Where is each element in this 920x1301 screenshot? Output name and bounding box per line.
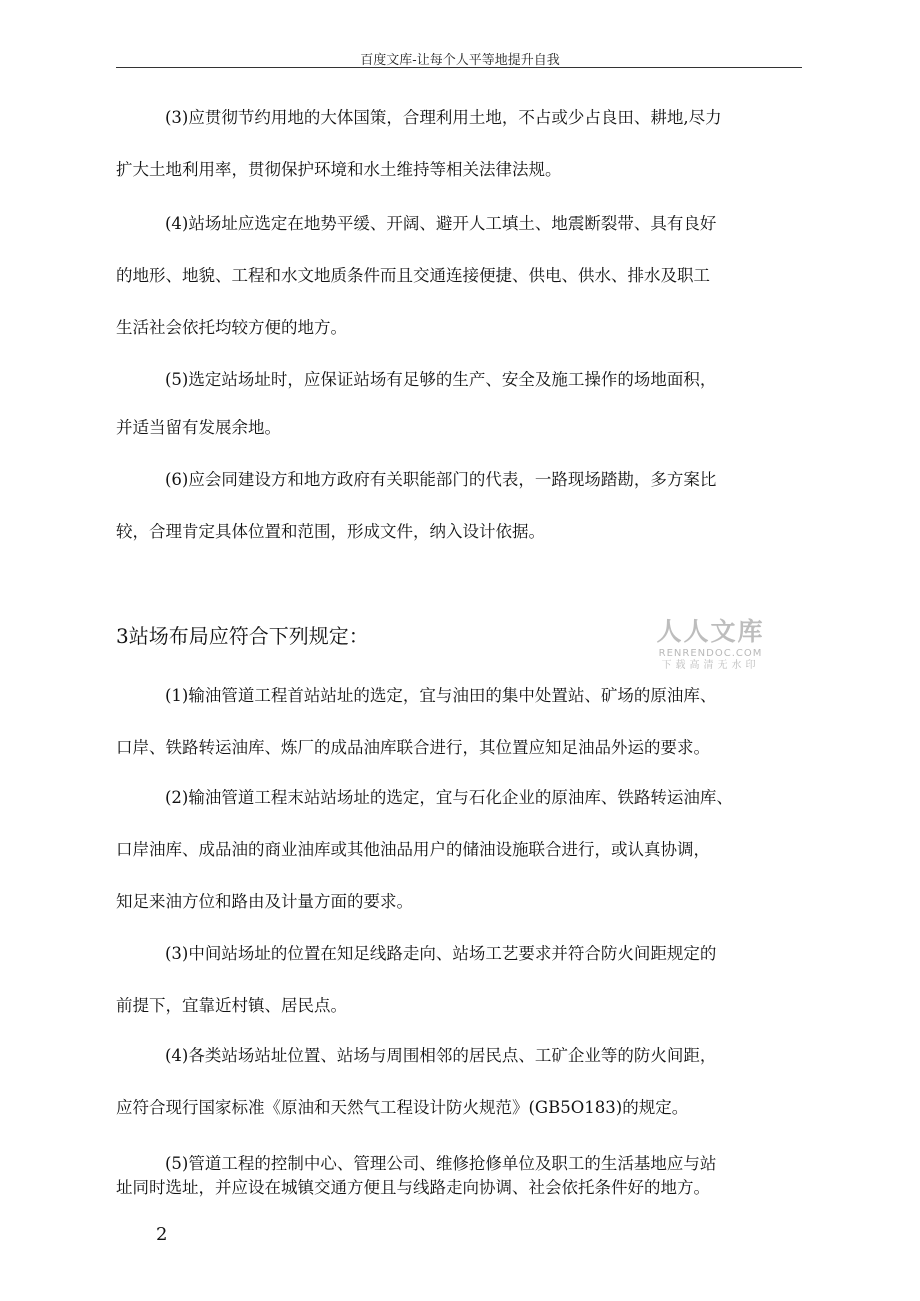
paragraph-line: (5)选定站场址时，应保证站场有足够的生产、安全及施工操作的场地面积，	[165, 370, 717, 389]
paragraph-line: (4)各类站场站址位置、站场与周围相邻的居民点、工矿企业等的防火间距，	[165, 1046, 717, 1065]
page-header: 百度文库-让每个人平等地提升自我	[360, 53, 560, 68]
paragraph-line: (4)站场址应选定在地势平缓、开阔、避开人工填土、地震断裂带、具有良好	[165, 214, 717, 233]
paragraph-line: (5)管道工程的控制中心、管理公司、维修抢修单位及职工的生活基地应与站	[165, 1154, 717, 1173]
page-number: 2	[156, 1224, 168, 1245]
section-heading: 3站场布局应符合下列规定：	[116, 624, 369, 648]
watermark	[648, 616, 773, 672]
paragraph-line: (3)中间站场址的位置在知足线路走向、站场工艺要求并符合防火间距规定的	[165, 944, 717, 963]
watermark-url: RENRENDOC.COM	[658, 648, 763, 659]
paragraph-line: 的地形、地貌、工程和水文地质条件而且交通连接便捷、供电、供水、排水及职工	[116, 266, 710, 285]
paragraph-line: (2)输油管道工程末站站场址的选定，宜与石化企业的原油库、铁路转运油库、	[165, 788, 733, 807]
paragraph-line: 应符合现行国家标准《原油和天然气工程设计防火规范》(GB5O183)的规定。	[116, 1098, 689, 1117]
paragraph-line: 生活社会依托均较方便的地方。	[116, 318, 347, 337]
paragraph-line: 口岸、铁路转运油库、炼厂的成品油库联合进行，其位置应知足油品外运的要求。	[116, 738, 710, 757]
paragraph-line: (6)应会同建设方和地方政府有关职能部门的代表，一路现场踏勘，多方案比	[165, 470, 717, 489]
paragraph-line: (1)输油管道工程首站站址的选定，宜与油田的集中处置站、矿场的原油库、	[165, 686, 717, 705]
watermark-title: 人人文库	[656, 617, 765, 646]
paragraph-line: (3)应贯彻节约用地的大体国策，合理利用土地，不占或少占良田、耕地,尽力	[165, 108, 722, 127]
paragraph-line: 扩大土地利用率，贯彻保护环境和水土维持等相关法律法规。	[116, 160, 562, 179]
paragraph-line: 并适当留有发展余地。	[116, 418, 281, 437]
paragraph-line: 前提下，宜靠近村镇、居民点。	[116, 996, 347, 1015]
paragraph-line: 口岸油库、成品油的商业油库或其他油品用户的储油设施联合进行，或认真协调，	[116, 840, 710, 859]
paragraph-line: 知足来油方位和路由及计量方面的要求。	[116, 892, 413, 911]
paragraph-line: 较，合理肯定具体位置和范围，形成文件，纳入设计依据。	[116, 522, 545, 541]
watermark-subtitle: 下载高清无水印	[661, 660, 760, 671]
paragraph-line: 址同时选址，并应设在城镇交通方便且与线路走向协调、社会依托条件好的地方。	[116, 1178, 710, 1197]
header-divider	[116, 67, 802, 68]
